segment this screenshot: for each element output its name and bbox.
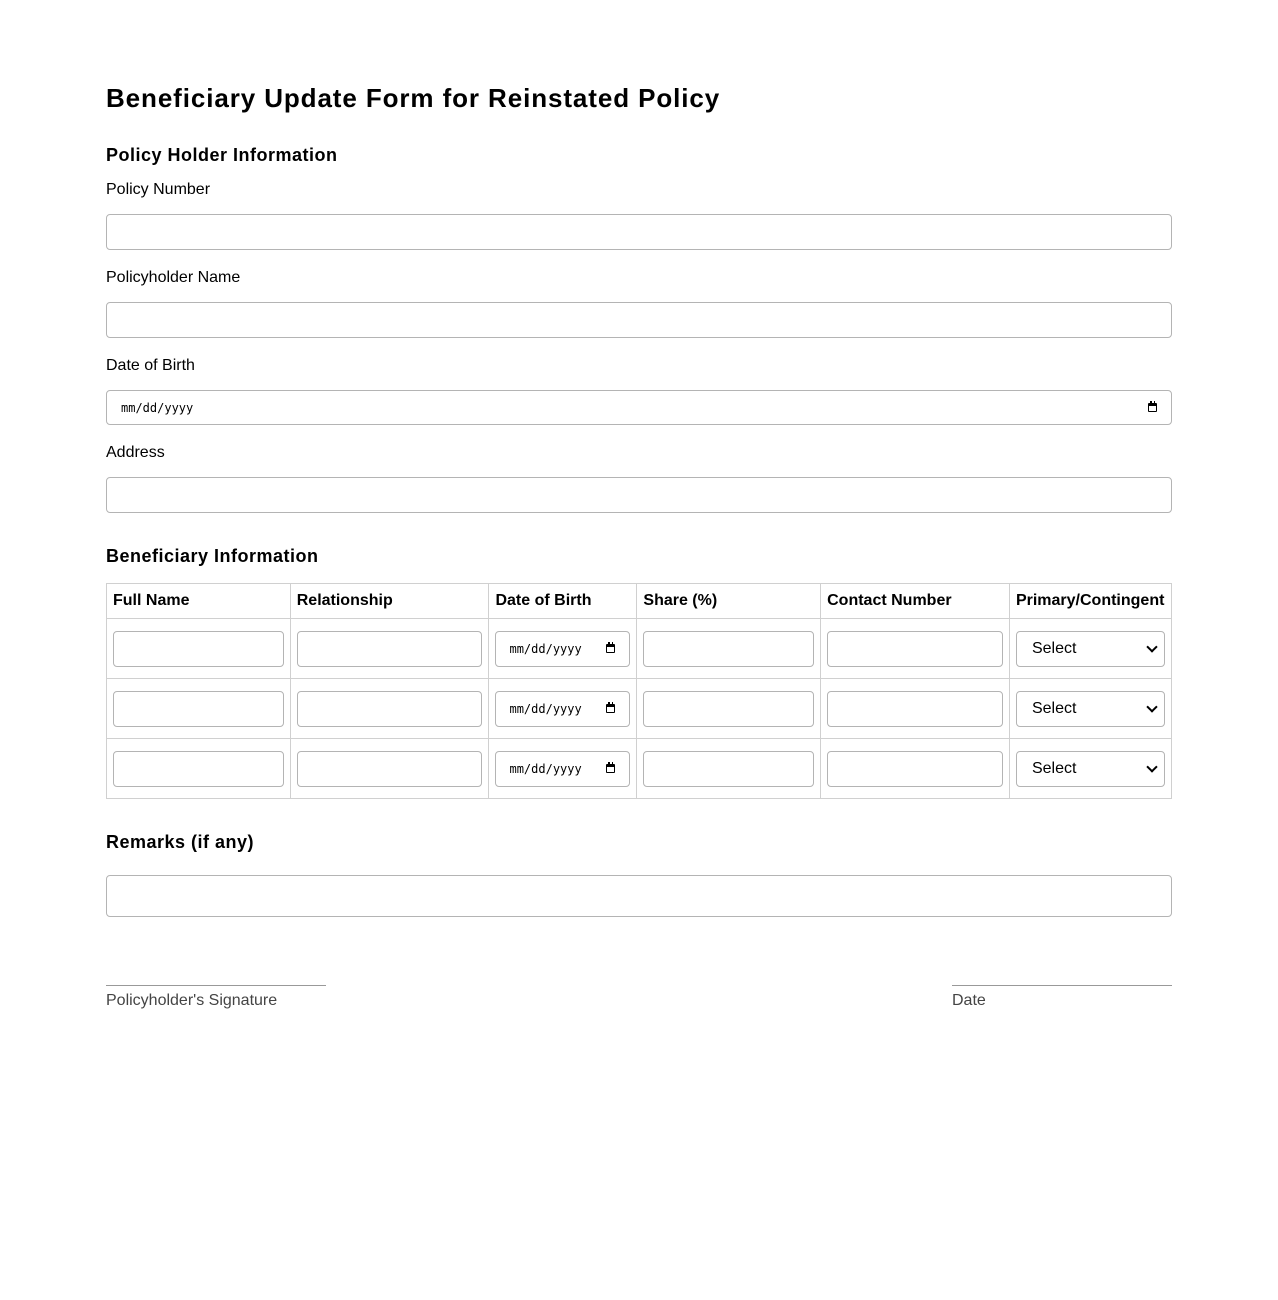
chevron-down-icon (1146, 761, 1157, 772)
column-header-date-of-birth: Date of Birth (489, 584, 637, 619)
calendar-icon[interactable] (606, 644, 615, 653)
signature-label: Policyholder's Signature (106, 992, 278, 1009)
table-cell (637, 679, 821, 739)
select-value: Select (1031, 639, 1077, 657)
column-header-relationship: Relationship (290, 584, 489, 619)
beneficiary-section (106, 545, 1172, 799)
dob-placeholder: mm/dd/yyyy (121, 400, 194, 415)
relationship-input[interactable] (297, 631, 483, 667)
contact-number-input[interactable] (827, 751, 1003, 787)
primary-contingent-select[interactable] (1016, 751, 1165, 787)
remarks-section (106, 831, 1172, 917)
table-cell (821, 679, 1010, 739)
full-name-input[interactable] (113, 691, 284, 727)
primary-contingent-select[interactable] (1016, 691, 1165, 727)
remarks-heading: Remarks (if any) (106, 832, 255, 852)
column-header-share: Share (%) (637, 584, 821, 619)
beneficiary-form (106, 0, 1172, 1025)
primary-contingent-select[interactable] (1016, 631, 1165, 667)
table-cell (489, 679, 637, 739)
table-row (107, 619, 1172, 679)
table-cell (1009, 619, 1171, 679)
share-input[interactable] (643, 691, 814, 727)
date-block (952, 985, 1172, 1010)
policyholder-name-input[interactable] (106, 302, 1172, 338)
policy-number-input[interactable] (106, 214, 1172, 250)
share-input[interactable] (643, 751, 814, 787)
address-input[interactable] (106, 477, 1172, 513)
calendar-icon[interactable] (1148, 403, 1157, 412)
contact-number-input[interactable] (827, 631, 1003, 667)
table-row (107, 679, 1172, 739)
table-cell (107, 679, 291, 739)
table-row (107, 739, 1172, 799)
date-label: Date (952, 992, 986, 1009)
beneficiary-table (106, 583, 1172, 799)
table-cell (290, 679, 489, 739)
column-header-full-name: Full Name (107, 584, 291, 619)
dob-input[interactable] (106, 390, 1172, 425)
page-title: Beneficiary Update Form for Reinstated Policy (106, 83, 721, 113)
table-cell (1009, 679, 1171, 739)
dob-label: Date of Birth (106, 357, 195, 374)
table-cell (489, 619, 637, 679)
calendar-icon[interactable] (606, 764, 615, 773)
signature-block (106, 985, 326, 1010)
chevron-down-icon (1146, 641, 1157, 652)
calendar-icon[interactable] (606, 704, 615, 713)
contact-number-input[interactable] (827, 691, 1003, 727)
signature-row (106, 985, 1172, 1025)
table-cell (1009, 739, 1171, 799)
policy-holder-section (106, 144, 1172, 513)
beneficiary-dob-input[interactable] (495, 691, 630, 727)
share-input[interactable] (643, 631, 814, 667)
beneficiary-dob-placeholder: mm/dd/yyyy (509, 641, 582, 656)
table-header-row (107, 584, 1172, 619)
beneficiary-dob-placeholder: mm/dd/yyyy (509, 761, 582, 776)
signature-line (106, 985, 326, 986)
select-value: Select (1031, 699, 1077, 717)
full-name-input[interactable] (113, 751, 284, 787)
table-cell (821, 739, 1010, 799)
policy-number-label: Policy Number (106, 181, 211, 198)
beneficiary-dob-input[interactable] (495, 631, 630, 667)
table-cell (821, 619, 1010, 679)
beneficiary-dob-input[interactable] (495, 751, 630, 787)
table-cell (489, 739, 637, 799)
table-cell (290, 619, 489, 679)
policyholder-name-label: Policyholder Name (106, 269, 241, 286)
address-label: Address (106, 444, 165, 461)
table-cell (107, 619, 291, 679)
table-cell (637, 619, 821, 679)
column-header-primary-contingent: Primary/Contingent (1009, 584, 1171, 619)
column-header-contact-number: Contact Number (821, 584, 1010, 619)
relationship-input[interactable] (297, 691, 483, 727)
relationship-input[interactable] (297, 751, 483, 787)
full-name-input[interactable] (113, 631, 284, 667)
select-value: Select (1031, 759, 1077, 777)
table-cell (637, 739, 821, 799)
beneficiary-dob-placeholder: mm/dd/yyyy (509, 701, 582, 716)
chevron-down-icon (1146, 701, 1157, 712)
remarks-textarea[interactable] (106, 875, 1172, 917)
beneficiary-heading: Beneficiary Information (106, 546, 319, 566)
table-cell (290, 739, 489, 799)
table-cell (107, 739, 291, 799)
date-line (952, 985, 1172, 986)
policy-holder-heading: Policy Holder Information (106, 145, 338, 165)
